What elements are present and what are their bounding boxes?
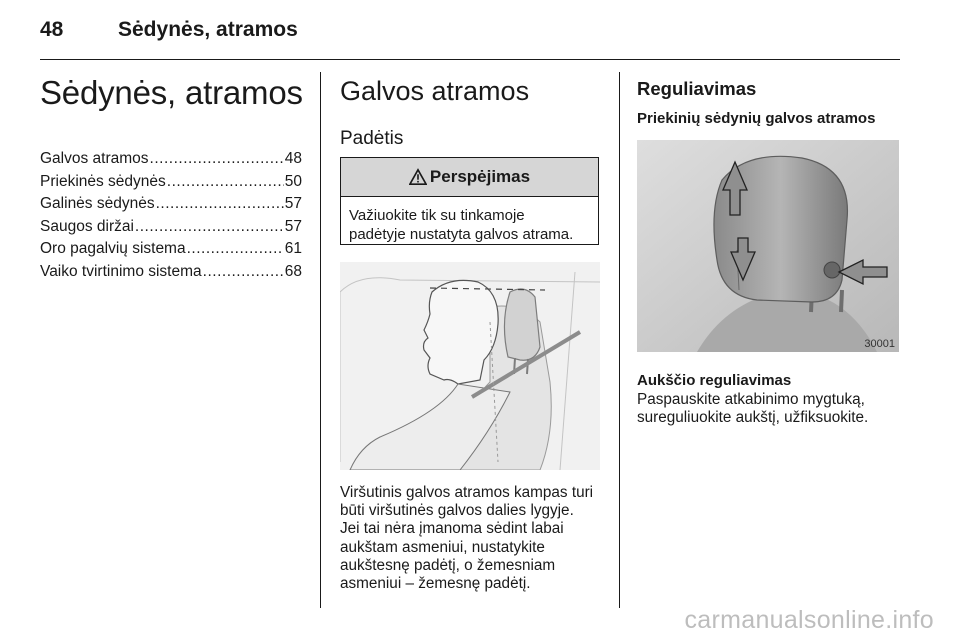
text-line: asmeniui – žemesnę padėtį. bbox=[340, 575, 531, 593]
column-divider-left bbox=[320, 72, 321, 608]
table-of-contents bbox=[40, 150, 302, 285]
header-rule bbox=[40, 59, 900, 60]
section-title: Galvos atramos bbox=[340, 76, 530, 106]
toc-entry-page: 68 bbox=[284, 262, 302, 280]
toc-entry-page: 57 bbox=[284, 195, 302, 212]
text-line: Jei tai nėra įmanoma sėdint labai bbox=[340, 520, 564, 538]
headrest-position-text bbox=[340, 484, 602, 593]
toc-leader-dots bbox=[150, 150, 284, 168]
height-adjustment-heading: Aukščio reguliavimas bbox=[637, 372, 792, 389]
text-line: aukštam asmeniui, nustatykite bbox=[340, 538, 545, 556]
toc-entry-page: 50 bbox=[284, 172, 302, 190]
text-line: būti viršutinės galvos dalies lygyje. bbox=[340, 502, 574, 520]
toc-entry-galines-sedynes[interactable] bbox=[40, 195, 302, 218]
toc-entry-saugos-dirzai[interactable] bbox=[40, 218, 302, 241]
toc-entry-page: 48 bbox=[284, 150, 302, 167]
toc-entry-priekines-sedynes[interactable] bbox=[40, 173, 302, 196]
running-title: Sėdynės, atramos bbox=[118, 18, 298, 41]
text-line: Paspauskite atkabinimo mygtuką, bbox=[637, 391, 865, 408]
warning-header bbox=[341, 158, 598, 197]
toc-entry-page: 57 bbox=[284, 217, 302, 235]
text-line: aukštesnę padėtį, o žemesniam bbox=[340, 556, 556, 574]
toc-leader-dots bbox=[203, 263, 284, 281]
toc-entry-vaiko-tvirtinimo-sistema[interactable] bbox=[40, 263, 302, 286]
warning-line: Važiuokite tik su tinkamoje bbox=[349, 207, 525, 224]
toc-entry-label: Galinės sėdynės bbox=[40, 195, 155, 212]
chapter-title: Sėdynės, atramos bbox=[40, 74, 303, 111]
toc-entry-label: Galvos atramos bbox=[40, 150, 149, 167]
page-number: 48 bbox=[40, 18, 64, 41]
figure-id: 30001 bbox=[864, 338, 895, 350]
watermark: carmanualsonline.info bbox=[684, 606, 934, 634]
text-line: sureguliuokite aukštį, užfiksuokite. bbox=[637, 409, 869, 427]
toc-leader-dots bbox=[167, 173, 284, 191]
toc-entry-galvos-atramos[interactable] bbox=[40, 150, 302, 173]
toc-entry-label: Saugos diržai bbox=[40, 217, 134, 235]
warning-text bbox=[341, 197, 598, 244]
driver-headrest-illustration bbox=[340, 262, 600, 470]
column-divider-right bbox=[619, 72, 620, 608]
toc-leader-dots bbox=[135, 218, 284, 236]
warning-triangle-icon bbox=[409, 168, 427, 186]
toc-entry-label: Oro pagalvių sistema bbox=[40, 240, 186, 257]
front-headrests-subheading: Priekinių sėdynių galvos atramos bbox=[637, 110, 876, 127]
toc-entry-label: Vaiko tvirtinimo sistema bbox=[40, 262, 202, 280]
toc-leader-dots bbox=[187, 240, 284, 258]
warning-line: padėtyje nustatyta galvos atrama. bbox=[349, 226, 574, 243]
toc-leader-dots bbox=[156, 195, 284, 213]
toc-entry-oro-pagalviu-sistema[interactable] bbox=[40, 240, 302, 263]
headrest-photo-graphic bbox=[637, 140, 899, 352]
warning-box bbox=[340, 157, 599, 245]
toc-entry-page: 61 bbox=[284, 240, 302, 257]
headrest-adjustment-photo bbox=[637, 140, 899, 352]
toc-entry-label: Priekinės sėdynės bbox=[40, 172, 166, 190]
text-line: Viršutinis galvos atramos kampas turi bbox=[340, 484, 594, 501]
adjustment-heading: Reguliavimas bbox=[637, 78, 757, 99]
warning-title: Perspėjimas bbox=[429, 167, 531, 186]
subsection-title: Padėtis bbox=[340, 128, 404, 149]
height-adjustment-text bbox=[637, 391, 899, 427]
